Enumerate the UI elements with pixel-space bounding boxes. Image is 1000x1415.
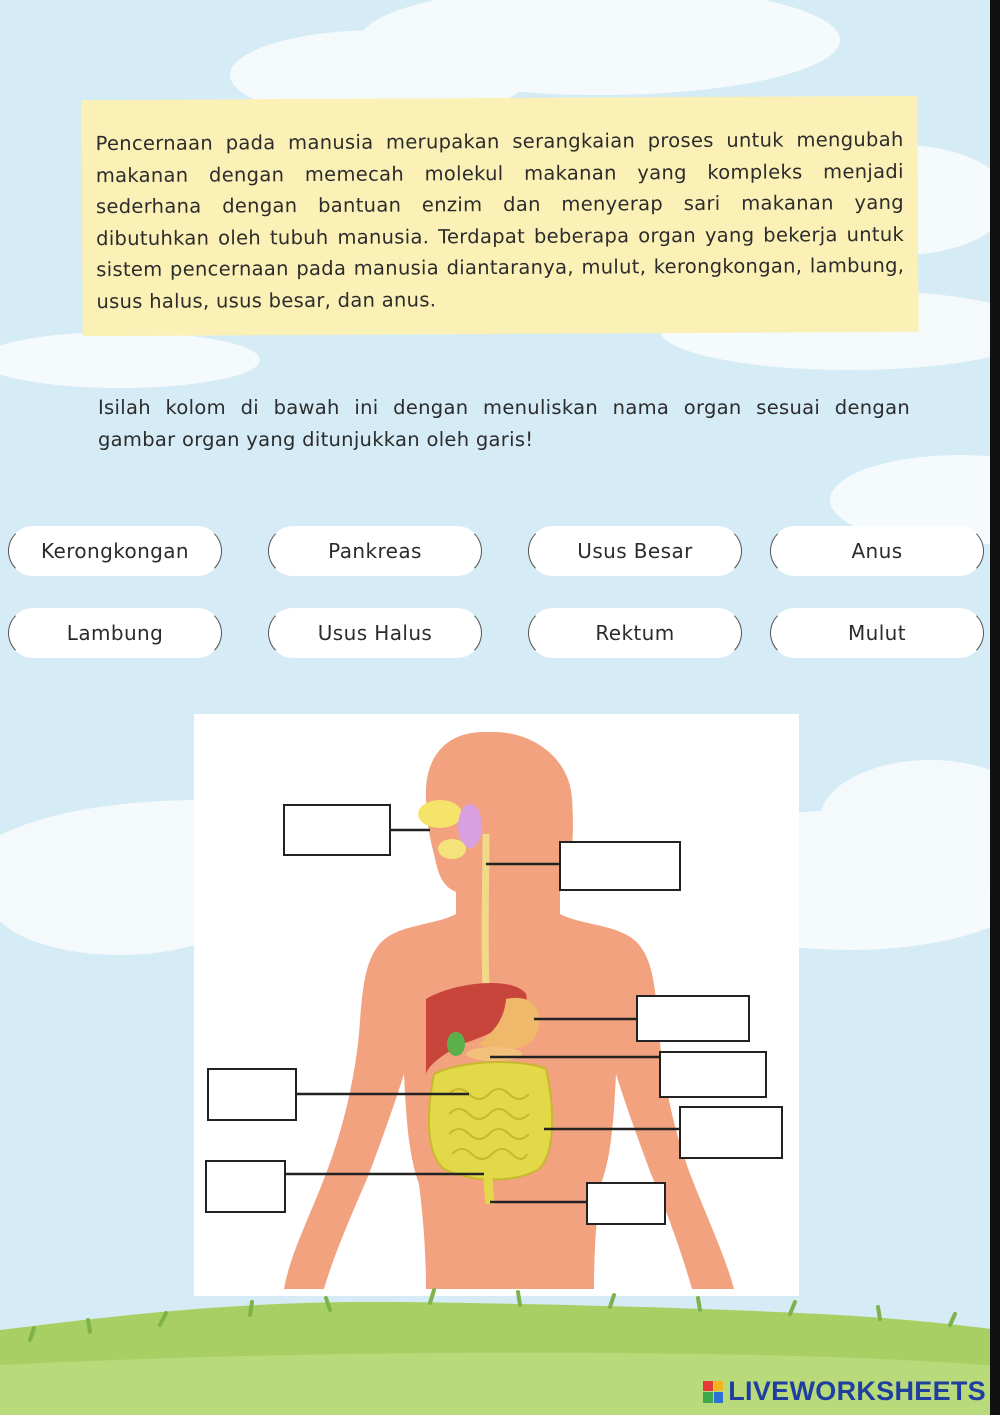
intro-note [81, 96, 918, 336]
option-chip[interactable]: Lambung [8, 608, 222, 658]
salivary-gland-shape [458, 804, 482, 848]
option-chip[interactable]: Mulut [770, 608, 984, 658]
answer-box[interactable] [205, 1160, 286, 1213]
large-intestine-shape [429, 1062, 552, 1179]
option-chip[interactable]: Anus [770, 526, 984, 576]
instruction-text: Isilah kolom di bawah ini dengan menuliskan nama organ sesuai dengan gambar organ yang ditunjukkan oleh garis! [98, 396, 910, 451]
answer-box[interactable] [636, 995, 750, 1042]
option-chip[interactable]: Usus Halus [268, 608, 482, 658]
brand-name: LIVEWORKSHEETS [728, 1376, 986, 1406]
mouth-shape [418, 800, 462, 828]
pancreas-shape [466, 1047, 522, 1061]
answer-box[interactable] [207, 1068, 297, 1121]
option-chip[interactable]: Pankreas [268, 526, 482, 576]
option-chip[interactable]: Kerongkongan [8, 526, 222, 576]
page-edge [990, 0, 1000, 1415]
option-chip[interactable]: Usus Besar [528, 526, 742, 576]
answer-box[interactable] [283, 804, 391, 856]
digestive-system-diagram [194, 714, 799, 1296]
answer-box[interactable] [659, 1051, 767, 1098]
gallbladder-shape [447, 1032, 465, 1056]
answer-box[interactable] [586, 1182, 666, 1225]
answer-box[interactable] [679, 1106, 783, 1159]
liveworksheets-logo [703, 1376, 986, 1407]
intro-text: Pencernaan pada manusia merupakan serangkaian proses untuk mengubah makanan dengan memecah molekul makanan yang kompleks menjadi sederhana dengan bantuan enzim dan menyerap sari makanan yang dibutuhkan oleh tubuh manusia. Terdapat beberapa organ yang bekerja untuk sistem pencernaan pada manusia diantaranya, mulut, kerongkongan, lambung, usus halus, usus besar, dan anus. [95, 127, 905, 313]
tongue-shape [438, 839, 466, 859]
brand-icon [703, 1381, 723, 1403]
rectum-shape [488, 1174, 490, 1204]
option-chip[interactable]: Rektum [528, 608, 742, 658]
esophagus-shape [485, 834, 486, 989]
answer-box[interactable] [559, 841, 681, 891]
